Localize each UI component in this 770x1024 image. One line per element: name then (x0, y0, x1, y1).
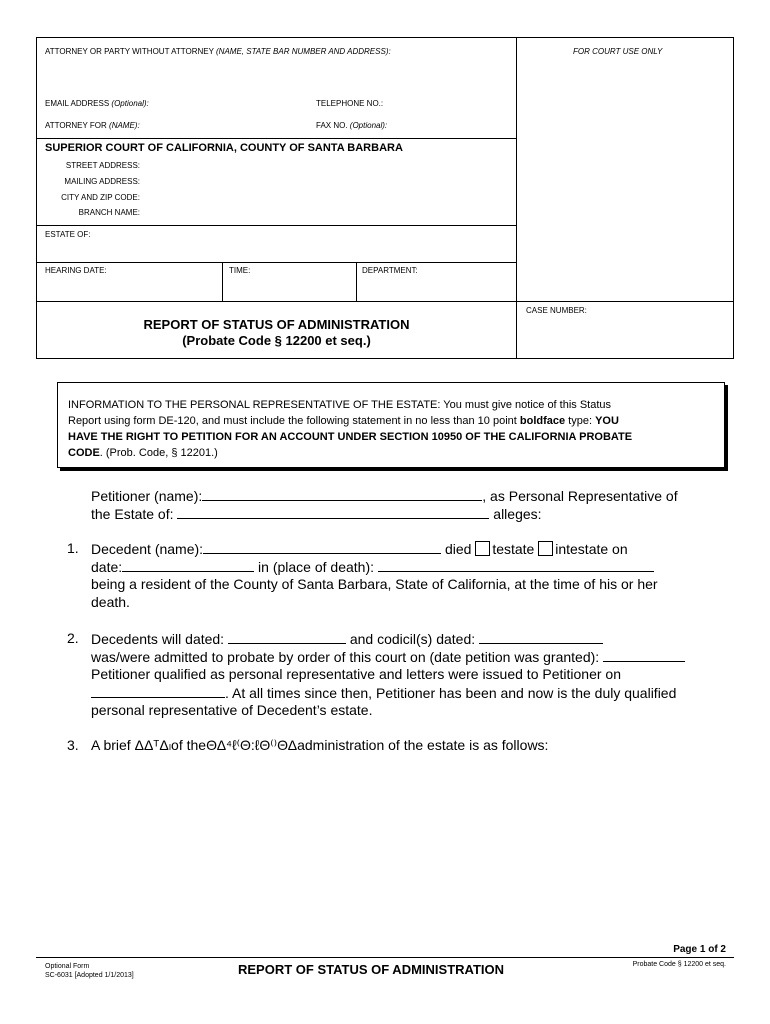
item-1-line-2 (91, 557, 654, 576)
department-label: DEPARTMENT: (362, 266, 418, 275)
optional-form-text: Optional Form (45, 963, 90, 970)
branch-name-label: BRANCH NAME: (78, 208, 140, 217)
death-date-field[interactable] (122, 557, 254, 572)
intestate-checkbox[interactable] (538, 541, 553, 556)
footer-form-info (45, 962, 134, 980)
court-use-label: FOR COURT USE ONLY (573, 47, 663, 56)
codicil-label: and codicil(s) dated: (349, 631, 476, 647)
petitioner-line (91, 486, 678, 505)
garbled-glyphs-2: ΘΔ⁴ℓ⁽Θ:ℓΘ⁽⁾ΘΔ (206, 737, 298, 753)
as-pr-text: , as Personal Representative of (482, 488, 678, 504)
item-3-line (91, 736, 548, 754)
time-label: TIME: (229, 266, 251, 275)
fax-label-note: (Optional): (349, 121, 388, 130)
case-number-label: CASE NUMBER: (526, 306, 587, 315)
decedent-label: Decedent (name): (91, 541, 204, 557)
notice-you: YOU (595, 415, 619, 427)
petitioner-name-field[interactable] (202, 486, 482, 501)
notice-line-3: HAVE THE RIGHT TO PETITION FOR AN ACCOUNT UNDER SECTION 10950 OF THE CALIFORNIA PROBATE (68, 431, 633, 443)
email-label-text: EMAIL ADDRESS (45, 99, 110, 108)
item-2-line-4 (91, 683, 676, 702)
city-zip-label: CITY AND ZIP CODE: (61, 193, 140, 202)
attorney-for-note: (NAME): (109, 121, 140, 130)
will-date-field[interactable] (228, 629, 346, 644)
item-2-line-1 (91, 629, 603, 648)
attorney-for-label (45, 121, 140, 130)
hearing-date-label: HEARING DATE: (45, 266, 107, 275)
notice-line-1: INFORMATION TO THE PERSONAL REPRESENTATIVE OF THE ESTATE: You must give notice of this Status (68, 399, 612, 411)
attorney-for-text: ATTORNEY FOR (45, 121, 107, 130)
item-1-line-1 (91, 539, 628, 558)
petition-granted-date-field[interactable] (603, 647, 685, 662)
item-1-resident: being a resident of the County of Santa Barbara, State of California, at the time of his or her (91, 576, 658, 592)
item-2-line-2 (91, 647, 685, 666)
petitioner-label: Petitioner (name): (91, 488, 203, 504)
place-of-death-field[interactable] (378, 557, 654, 572)
page-number: Page 1 of 2 (673, 944, 726, 955)
testate-checkbox[interactable] (475, 541, 490, 556)
codicil-date-field[interactable] (479, 629, 603, 644)
admitted-text: was/were admitted to probate by order of this court on (date petition was granted): (91, 649, 600, 665)
fax-label (316, 121, 387, 130)
letters-issued-date-field[interactable] (91, 683, 225, 698)
place-of-death-label: in (place of death): (258, 559, 374, 575)
garbled-glyphs-1: ΔΔᵀΔₗ (134, 737, 172, 753)
item-2-line-5: personal representative of Decedent’s estate. (91, 702, 373, 718)
estate-line (91, 504, 542, 523)
item-2-number: 2. (67, 630, 79, 646)
item-1-death: death. (91, 594, 130, 610)
intestate-label: intestate on (555, 541, 628, 557)
notice-code: CODE (68, 447, 100, 459)
item-3-number: 3. (67, 737, 79, 753)
email-label-note: (Optional): (111, 99, 149, 108)
attorney-label (45, 47, 391, 56)
form-subtitle: (Probate Code § 12200 et seq.) (182, 333, 371, 348)
notice-text (68, 397, 632, 461)
died-text: died (444, 541, 472, 557)
telephone-label: TELEPHONE NO.: (316, 99, 384, 108)
footer-title: REPORT OF STATUS OF ADMINISTRATION (238, 962, 505, 977)
notice-line-2b: type: (565, 415, 596, 427)
estate-name-field[interactable] (177, 504, 489, 519)
notice-line-4-rest: . (Prob. Code, § 12201.) (99, 447, 218, 459)
brief-text: A brief (91, 737, 135, 753)
alleges-text: alleges: (493, 506, 542, 522)
fax-label-text: FAX NO. (316, 121, 348, 130)
administration-text: administration of the estate is as follows: (297, 737, 549, 753)
form-id-text: SC-6031 [Adopted 1/1/2013] (45, 972, 134, 979)
estate-of-text: the Estate of: (91, 506, 174, 522)
notice-line-2 (68, 413, 632, 429)
attorney-label-text: ATTORNEY OR PARTY WITHOUT ATTORNEY (45, 47, 214, 56)
notice-line-4 (68, 445, 632, 461)
estate-of-label: ESTATE OF: (45, 230, 91, 239)
death-date-label: date: (91, 559, 123, 575)
court-name: SUPERIOR COURT OF CALIFORNIA, COUNTY OF SANTA BARBARA (45, 142, 403, 154)
footer-code: Probate Code § 12200 et seq. (632, 961, 726, 968)
item-1-number: 1. (67, 540, 79, 556)
decedent-name-field[interactable] (203, 539, 441, 554)
testate-label: testate (492, 541, 535, 557)
street-address-label: STREET ADDRESS: (65, 161, 140, 170)
item-2-line-3: Petitioner qualified as personal representative and letters were issued to Petitioner on (91, 666, 621, 682)
qualified-text: . At all times since then, Petitioner has been and now is the duly qualified (225, 685, 677, 701)
notice-boldface: boldface (519, 415, 566, 427)
email-label (45, 99, 149, 108)
attorney-label-note: (NAME, STATE BAR NUMBER AND ADDRESS): (216, 47, 391, 56)
notice-line-2a: Report using form DE-120, and must include the following statement in no less than 10 point (68, 415, 520, 427)
of-the-text: of the (171, 737, 207, 753)
will-dated-label: Decedents will dated: (91, 631, 225, 647)
mailing-address-label: MAILING ADDRESS: (64, 177, 140, 186)
form-title: REPORT OF STATUS OF ADMINISTRATION (143, 317, 410, 332)
